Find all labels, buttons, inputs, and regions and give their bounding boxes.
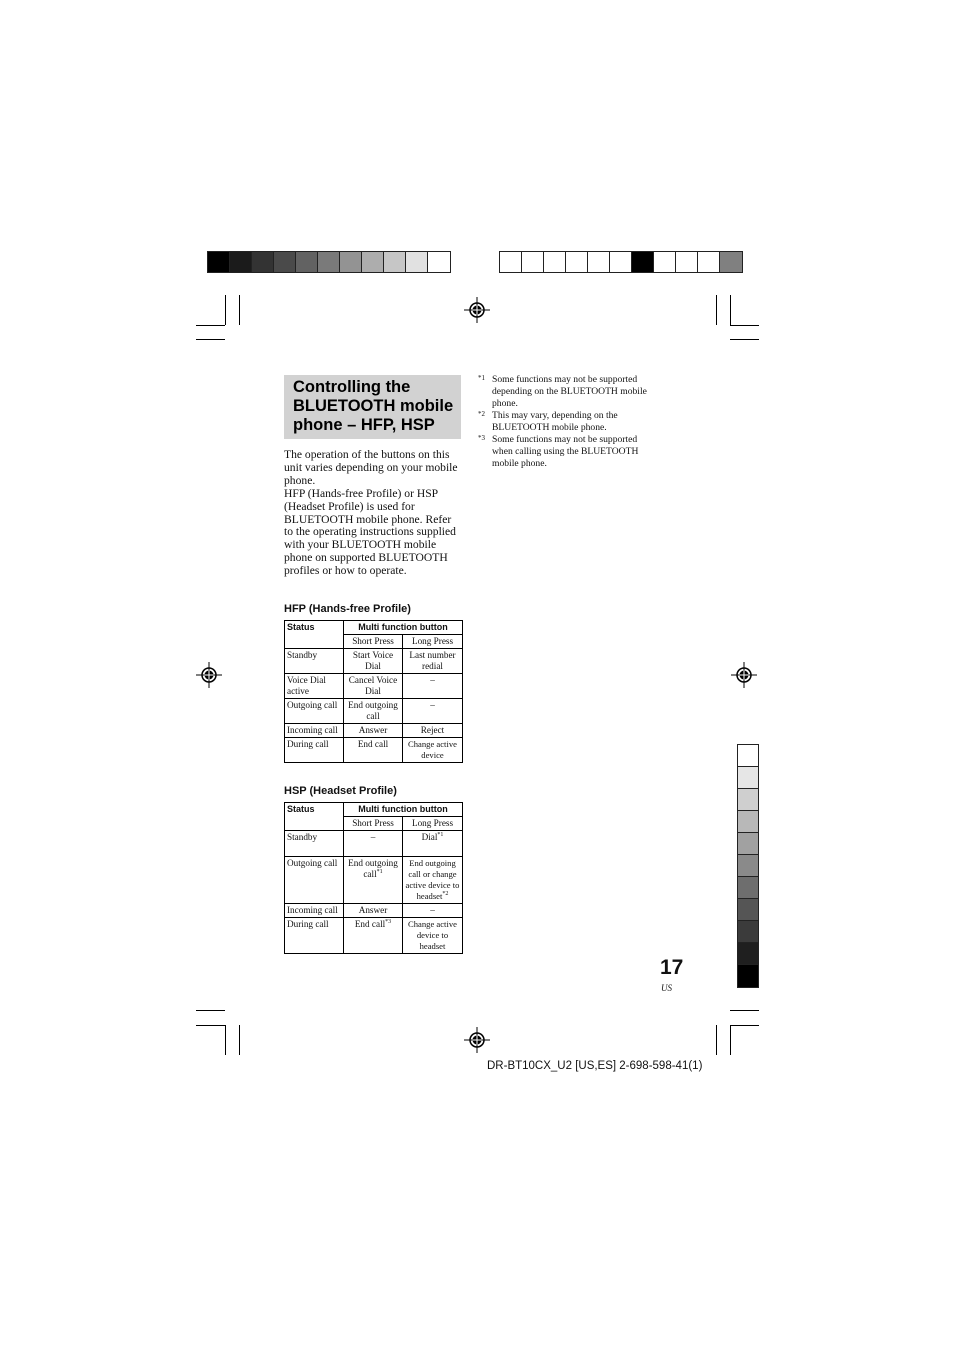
color-swatch <box>654 252 676 272</box>
short-press-cell: Start Voice Dial <box>344 649 403 674</box>
intro-paragraph: The operation of the buttons on this unit varies depending on your mobile phone. <box>284 448 458 487</box>
status-cell: During call <box>285 918 344 954</box>
color-swatch <box>208 252 230 272</box>
table-row <box>285 857 463 904</box>
hfp-table <box>284 620 463 763</box>
color-swatch <box>738 811 758 833</box>
color-swatch <box>522 252 544 272</box>
short-press-cell: End outgoing call <box>344 699 403 724</box>
color-swatch <box>544 252 566 272</box>
color-swatch <box>676 252 698 272</box>
color-swatch <box>384 252 406 272</box>
hsp-table <box>284 802 463 954</box>
short-press-header: Short Press <box>344 635 403 649</box>
color-swatch <box>738 921 758 943</box>
long-press-cell: Dial$^{*1}$ <box>403 831 463 857</box>
color-swatch <box>610 252 632 272</box>
status-cell: Outgoing call <box>285 857 344 904</box>
long-press-cell: Last number redial <box>403 649 463 674</box>
color-swatch <box>230 252 252 272</box>
color-swatch <box>738 899 758 921</box>
registration-target-icon <box>196 662 222 688</box>
registration-target-icon <box>464 297 490 323</box>
status-cell: Standby <box>285 831 344 857</box>
long-press-cell: End outgoing call or change active device to headset$^{*2}$ <box>403 857 463 904</box>
table-row <box>285 904 463 918</box>
color-swatch <box>318 252 340 272</box>
mfb-header: Multi function button <box>344 803 463 817</box>
table-subheader-row <box>285 817 463 831</box>
color-swatch <box>406 252 428 272</box>
short-press-cell: Answer <box>344 724 403 738</box>
table-subheader-row <box>285 635 463 649</box>
page-number: 17 <box>660 956 684 979</box>
short-press-cell: – <box>344 831 403 857</box>
table-row <box>285 738 463 763</box>
registration-target-icon <box>731 662 757 688</box>
registration-target-icon <box>464 1027 490 1053</box>
color-swatch <box>340 252 362 272</box>
long-press-cell: – <box>403 699 463 724</box>
table-row <box>285 918 463 954</box>
hsp-title: HSP (Headset Profile) <box>284 785 397 797</box>
status-header: Status <box>285 621 344 635</box>
color-swatch <box>738 855 758 877</box>
table-header-row <box>285 621 463 635</box>
color-swatch <box>738 789 758 811</box>
long-press-cell: – <box>403 674 463 699</box>
status-cell: During call <box>285 738 344 763</box>
short-press-header: Short Press <box>344 817 403 831</box>
color-swatch <box>632 252 654 272</box>
status-header: Status <box>285 803 344 817</box>
footnote: *1 Some functions may not be supported depending on the BLUETOOTH mobile phone. <box>478 374 647 409</box>
footnote: *3 Some functions may not be supported when calling using the BLUETOOTH mobile phone. <box>478 434 639 469</box>
intro-text <box>284 449 462 578</box>
hfp-title: HFP (Hands-free Profile) <box>284 603 411 615</box>
long-press-cell: Change active device to headset <box>403 918 463 954</box>
document-code: DR-BT10CX_U2 [US,ES] 2-698-598-41(1) <box>487 1060 703 1072</box>
status-cell: Standby <box>285 649 344 674</box>
footnote: *2 This may vary, depending on the BLUETOOTH mobile phone. <box>478 410 618 433</box>
intro-paragraph: HFP (Hands-free Profile) or HSP (Headset Profile) is used for BLUETOOTH mobile phone. Refer to the operating instructions supplied with your BLUETOOTH mobile phone on supported BLUETOOTH profiles or how to operate. <box>284 486 456 578</box>
long-press-header: Long Press <box>403 635 463 649</box>
table-row <box>285 674 463 699</box>
short-press-cell: End outgoing call$^{*1}$ <box>344 857 403 904</box>
table-row <box>285 724 463 738</box>
color-swatch <box>588 252 610 272</box>
color-swatch <box>698 252 720 272</box>
status-cell: Incoming call <box>285 724 344 738</box>
color-swatch <box>274 252 296 272</box>
page-region: US <box>661 983 672 993</box>
short-press-cell: End call$^{*3}$ <box>344 918 403 954</box>
color-swatch <box>252 252 274 272</box>
section-heading-box <box>284 375 461 439</box>
table-row <box>285 649 463 674</box>
color-swatch <box>738 965 758 987</box>
color-swatch <box>362 252 384 272</box>
status-cell: Incoming call <box>285 904 344 918</box>
long-press-header: Long Press <box>403 817 463 831</box>
color-swatch <box>296 252 318 272</box>
color-swatch <box>738 745 758 767</box>
long-press-cell: – <box>403 904 463 918</box>
long-press-cell: Change active device <box>403 738 463 763</box>
side-thumb-tabs <box>737 744 759 988</box>
table-row <box>285 831 463 857</box>
color-swatch <box>500 252 522 272</box>
status-cell: Outgoing call <box>285 699 344 724</box>
registration-color-bar <box>499 251 743 273</box>
short-press-cell: End call <box>344 738 403 763</box>
page-title: Controlling the BLUETOOTH mobile phone – HFP, HSP <box>293 378 454 434</box>
short-press-cell: Cancel Voice Dial <box>344 674 403 699</box>
long-press-cell: Reject <box>403 724 463 738</box>
color-swatch <box>428 252 450 272</box>
color-swatch <box>738 877 758 899</box>
table-row <box>285 699 463 724</box>
color-swatch <box>738 767 758 789</box>
status-cell: Voice Dial active <box>285 674 344 699</box>
color-swatch <box>738 943 758 965</box>
color-swatch <box>738 833 758 855</box>
mfb-header: Multi function button <box>344 621 463 635</box>
footnotes <box>478 374 658 470</box>
short-press-cell: Answer <box>344 904 403 918</box>
color-swatch <box>566 252 588 272</box>
table-header-row <box>285 803 463 817</box>
grayscale-calibration-bar <box>207 251 451 273</box>
color-swatch <box>720 252 742 272</box>
